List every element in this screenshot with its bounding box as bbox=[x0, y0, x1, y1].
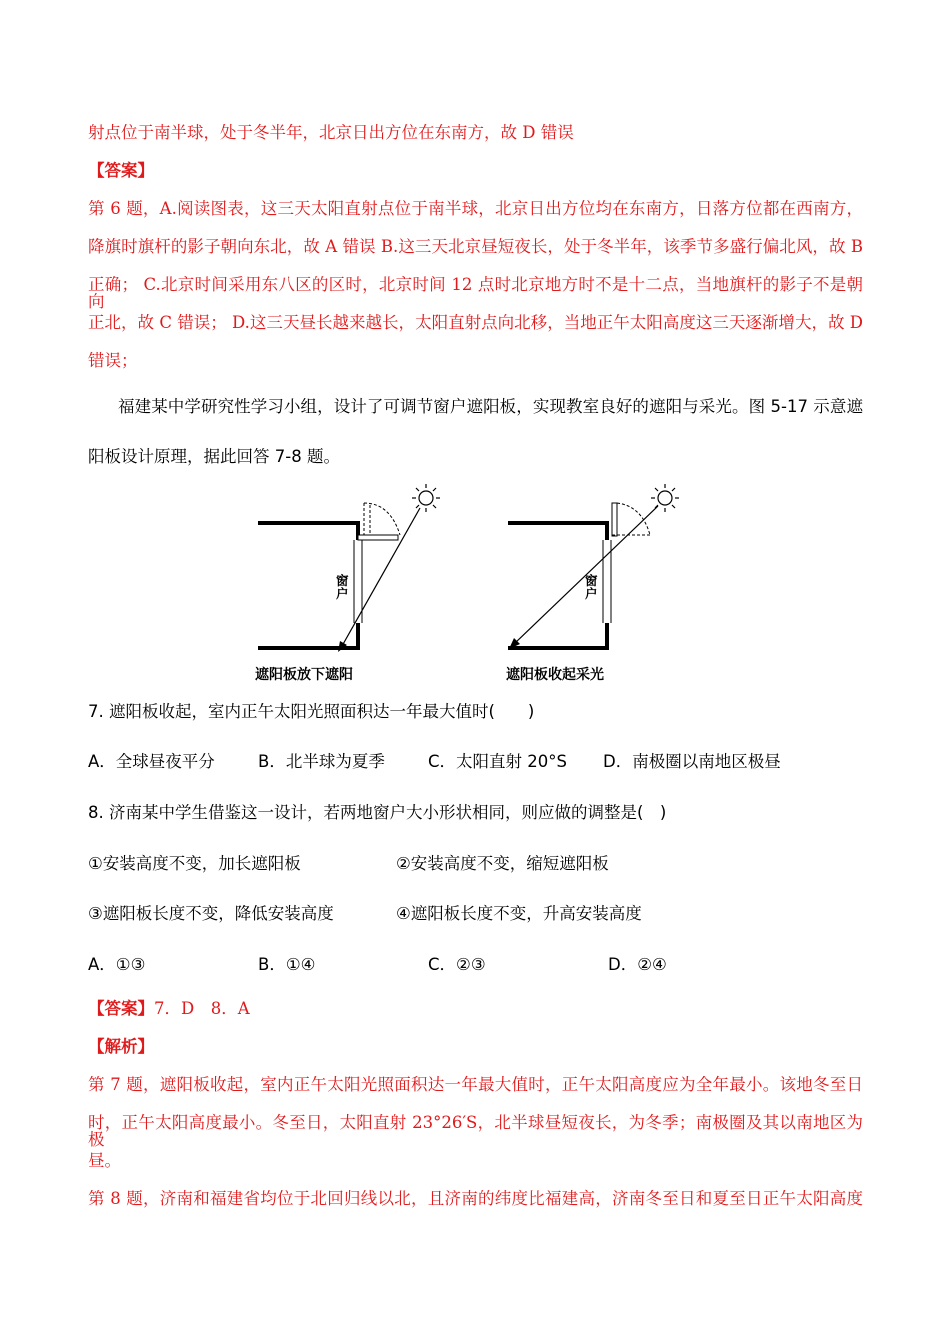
window-label-char: 窗 bbox=[336, 573, 349, 588]
q7-analysis-line-3: 昼。 bbox=[88, 1151, 121, 1170]
q7-analysis-line-1: 第 7 题，遮阳板收起，室内正午太阳光照面积达一年最大值时，正午太阳高度应为全年最小。该地冬至日 bbox=[88, 1075, 863, 1094]
q8-option-b: B．①④ bbox=[258, 955, 316, 974]
q8-option-d: D．②④ bbox=[608, 955, 667, 974]
window-label-char: 户 bbox=[336, 586, 349, 602]
q8-option-c: C．②③ bbox=[428, 955, 486, 974]
q8-stem: 8. 济南某中学生借鉴这一设计，若两地窗户大小形状相同，则应做的调整是( ) bbox=[88, 803, 667, 822]
q6-explanation-line-3: 正确； C.北京时间采用东八区的区时，北京时间 12 点时北京地方时不是十二点，当地旗杆的影子不是朝向 bbox=[88, 275, 863, 311]
q8-option-a: A．①③ bbox=[88, 955, 146, 974]
caption-shade-down: 遮阳板放下遮阳 bbox=[255, 667, 353, 683]
q7-option-d: D．南极圈以南地区极昼 bbox=[603, 752, 781, 771]
q7-option-c: C．太阳直射 20°S bbox=[428, 752, 567, 771]
q7-option-a: A．全球昼夜平分 bbox=[88, 752, 215, 771]
q8-item-3: ③遮阳板长度不变，降低安装高度 bbox=[88, 904, 334, 923]
q6-explanation-line-5: 错误； bbox=[88, 351, 138, 370]
q7-analysis-line-2: 时，正午太阳高度最小。冬至日，太阳直射 23°26′S，北半球昼短夜长，为冬季；南极圈及其以南地区为极 bbox=[88, 1113, 863, 1149]
q7-option-b: B．北半球为夏季 bbox=[258, 752, 385, 771]
prev-answer-line: 射点位于南半球，处于冬半年，北京日出方位在东南方，故 D 错误 bbox=[88, 123, 574, 142]
intro-line-2: 阳板设计原理，据此回答 7-8 题。 bbox=[88, 447, 340, 466]
window-label-char: 户 bbox=[585, 586, 598, 602]
window-label-char: 窗 bbox=[585, 573, 598, 588]
q8-item-2: ②安装高度不变，缩短遮阳板 bbox=[396, 854, 609, 873]
q8-item-1: ①安装高度不变，加长遮阳板 bbox=[88, 854, 301, 873]
diagram-shade-up bbox=[508, 484, 679, 650]
q7-stem: 7. 遮阳板收起，室内正午太阳光照面积达一年最大值时( ) bbox=[88, 702, 535, 721]
q6-explanation-line-2: 降旗时旗杆的影子朝向东北，故 A 错误 B.这三天北京昼短夜长，处于冬半年，该季节多盛行偏北风，故 B bbox=[88, 237, 863, 256]
answer-label-2: 【答案】 bbox=[88, 999, 154, 1018]
intro-line-1: 福建某中学研究性学习小组，设计了可调节窗户遮阳板，实现教室良好的遮阳与采光。图 5-17 示意遮 bbox=[118, 397, 863, 416]
answer-text: 7．D 8．A bbox=[154, 999, 250, 1018]
q8-item-4: ④遮阳板长度不变，升高安装高度 bbox=[396, 904, 642, 923]
sunshade-diagram bbox=[250, 478, 680, 688]
q6-explanation-line-4: 正北，故 C 错误； D.这三天昼长越来越长，太阳直射点向北移，当地正午太阳高度这三天逐渐增大，故 D bbox=[88, 313, 863, 332]
sunshade-figure bbox=[250, 478, 680, 688]
answer-label: 【答案】 bbox=[88, 161, 154, 180]
q6-explanation-line-1: 第 6 题，A.阅读图表，这三天太阳直射点位于南半球，北京日出方位均在东南方，日落方位都在西南方， bbox=[88, 199, 863, 218]
window-label-left bbox=[336, 574, 350, 600]
answer-block bbox=[88, 1001, 250, 1018]
analysis-label: 【解析】 bbox=[88, 1037, 154, 1056]
diagram-shade-down bbox=[258, 484, 440, 652]
q8-analysis-line-1: 第 8 题，济南和福建省均位于北回归线以北，且济南的纬度比福建高，济南冬至日和夏至日正午太阳高度 bbox=[88, 1189, 863, 1208]
caption-shade-up: 遮阳板收起采光 bbox=[506, 667, 604, 683]
window-label-right bbox=[585, 574, 599, 600]
